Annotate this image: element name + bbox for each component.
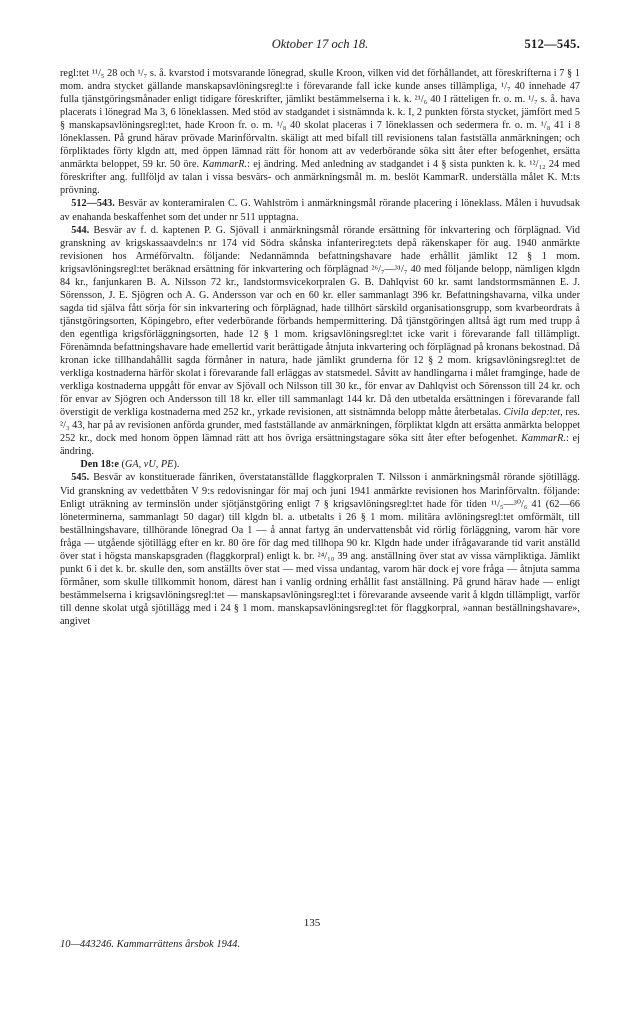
header-page-range: 512—545.: [524, 37, 580, 51]
page-number: 135: [303, 917, 321, 929]
document-page: [60, 34, 580, 628]
print-footer: 10—443246. Kammarrättens årsbok 1944.: [60, 939, 240, 950]
header-title: Oktober 17 och 18.: [271, 37, 369, 51]
date-subheading: Den 18:e (GA, vU, PE).: [80, 459, 180, 471]
paragraph-case-544: 544. Besvär av f. d. kaptenen P. G. Sjövall i anmärkningsmål rörande ersättning för inkvartering och förplägnad. Vid granskning av krigskassaavdeln:s nr 174 vid Södra skånska infanterireg:tets depå räkenskaper för aug. 1940 anmärkte revisionen hos Arméförvaltn. följande: Nedannämnda befattningshavare hade erhållit jämlikt 12 § 1 mom. krigsavlöningsregl:tet beräknad ersättning för inkvartering och förplägnad ²⁶/₇—³¹/₇ 40 med följande belopp, nämligen klgdn 84 kr., fanjunkaren B. A. Nilsson 72 kr., landstormsvicekorpralen G. B. Dahlqvist 60 kr. samt landstormsmännen E. J. Sörensson, J. E. Sjögren och A. G. Andersson var och en 60 kr. eller sammanlagt 396 kr. Befattningshavarna, vilka under sagda tid själva fått sörja för sin inkvartering och förplägnad, hade tillhört särskild organisationsgrupp, som kvarbeordrats å tjänstgöringsorten, Köpingebro, efter vederbörande förbands hempermittering. Då tjänstgöringen alltså ägt rum med trupp å den egentliga krigsförläggningsorten, hade 12 § 1 mom. krigsavlöningsregl:tet icke varit i förevarande fall tillämpligt. Förenämnda befattningshavare hade emellertid varit berättigade åtnjuta inkvartering och förplägnad på kronans bekostnad. Då kronan icke tillhandahållit sagda förmåner in natura, hade jämlikt grunderna för 12 § 2 mom. krigsavlöningsregl:tet de verkliga kostnaderna härför skolat i förevarande fall erläggas av statsmedel. Såvitt av handlingarna i målet framginge, hade de verkliga kostnaderna uppgått för envar av Sjövall och Nilsson till 30 kr., för envar av Dahlqvist och Sörensson till 24 kr. och för envar av Sjögren och Andersson till 18 kr. eller till sammanlagt 144 kr. Då den utbetalda ersättningen i förevarande fall överstigit de verkliga kostnaderna med 252 kr., yrkade revisionen, att sistnämnda belopp måtte återbetalas. Civila dep:tet, res. ²/₃ 43, har på av revisionen anförda grunder, med fastställande av anmärkningen, förpliktat klgdn att ersätta anmärkta beloppet 252 kr., dock med honom öppen lämnad rätt att hos övriga ersättningstagare söka sitt åter efter befogenhet. KammarR.: ej ändring.: [60, 224, 580, 458]
case-number: 544.: [71, 224, 90, 236]
case-number: 512—543.: [71, 198, 115, 210]
paragraph-case-545: 545. Besvär av konstituerade fänriken, överstatanställde flaggkorpralen T. Nilsson i anmärkningsmål rörande sjötillägg. Vid granskning av vedettbåten V 9:s redovisningar för maj och juni 1941 anmärkte revisionen hos Marinförvaltn. följande: Enligt uträkning av terminslön under sjötjänstgöring enligt 7 § krigsavlöningsregl:tet hade för tiden ¹¹/₅—³⁰/₆ 41 (62—66 löneterminerna, sammanlagt 50 dagar) till klgdn bl. a. utbetalts i 26 § 1 mom. militära avlöningsregl:tet omförmält, till beställningshavare, tillhörande lönegrad Oa 1 — å annat fartyg än undervattensbåt vid rörlig förläggning, varom här vore fråga — utgående sjötillägg efter en kr. 80 öre för dag med tillhopa 90 kr. Klgdn hade under ifrågavarande tid varit anställd över stat i högsta manskapsgraden (flaggkorpral) enligt k. br. ²⁴/₁₀ 39 ang. anställning över stat av vissa värnpliktiga. Jämlikt punkt 6 i det k. br. skulle den, som anställts över stat — med vissa undantag, varom här dock ej vore fråga — åtnjuta samma förmåner, som skulle tillkommit honom, därest han i vanlig ordning erhållit fast anställning. På grund härav hade — enligt bestämmelserna i krigsavlöningsregl:tet — manskapsavlöningsregl:tet i förevarande avseende varit å klgdn tillämpligt, varför till denne skolat utgå sjötillägg med i 24 § 1 mom. manskapsavlöningsregl:tet för flaggkorpral, »annan beställningshavare», angivet: [60, 472, 580, 627]
case-number: 545.: [71, 472, 90, 484]
running-header: [60, 34, 580, 56]
body-text: [60, 67, 580, 628]
paragraph-case-512-543: 512—543. Besvär av konteramiralen C. G. Wahlström i anmärkningsmål rörande placering i löneklass. Målen i huvudsak av enahanda beskaffenhet som det under nr 511 upptagna.: [60, 198, 580, 223]
paragraph-continuation: regl:tet ¹¹/₅ 28 och ¹/₇ s. å. kvarstod i motsvarande lönegrad, skulle Kroon, vilken vid det förhållandet, att föreskrifterna i 7 § 1 mom. andra stycket gällande manskapsavlöningsregl:te i förevarande fall icke kunde anses tillämpliga, ¹/₇ 40 innehade 47 fulla tjänstgöringsmånader enligt tidigare föreskrifter, jämlikt bestämmelserna i k. k. ²¹/₆ 40 I rätteligen fr. o. m. ¹/₇ s. å. hava placerats i lönegrad Ma 3, 6 löneklassen. Med stöd av stadgandet i sistnämnda k. k. I, 2 punkten första stycket, jämfört med 5 § manskapsavlöningsregl:tet, hade Kroon fr. o. m. ¹/₈ 40 skolat placeras i 7 löneklassen och sedermera fr. o. m. ¹/₈ 41 i 8 löneklassen. På grund härav prövade Marinförvaltn. skäligt att med bifall till revisionens talan fastställa anmärkningen; och förpliktades förty klgdn att, med öppen lämnad rätt för honom att av vederbörande söka sitt åter efter befogenhet, ersätta anmärkta beloppet, 59 kr. 50 öre. KammarR.: ej ändring. Med anledning av stadgandet i 4 § sista punkten k. k. ¹²/₁₂ 24 med föreskrifter ang. fullföljd av talan i vissa besvärs- och anmärkningsmål m. m. beslöt KammarR. underställa målet K. M:ts prövning.: [60, 68, 580, 197]
